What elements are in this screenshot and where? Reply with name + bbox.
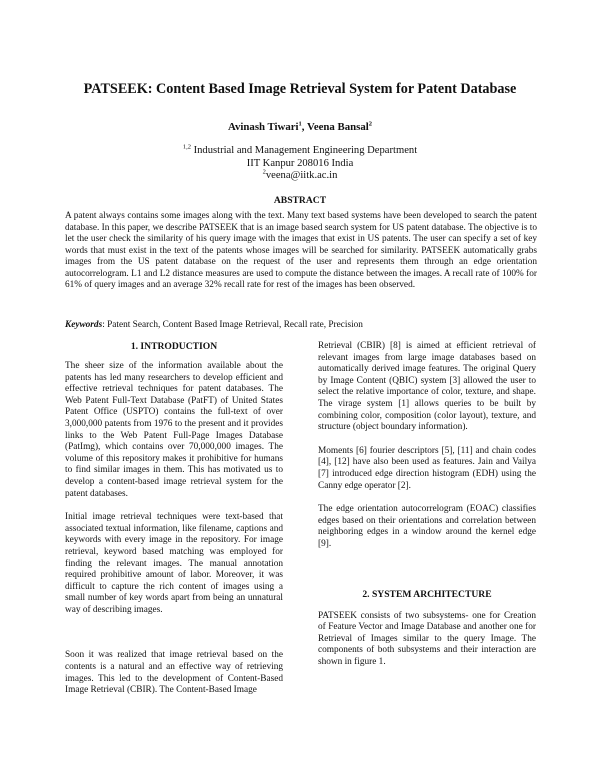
keywords-label: Keywords [65,320,103,330]
keywords-text: : Patent Search, Content Based Image Retrieval, Recall rate, Precision [102,320,363,330]
affiliation-marks: 1,2 [182,143,191,151]
affiliation-department: Industrial and Management Engineering Department [193,145,418,156]
author-mark: 1 [298,120,302,128]
affiliation-email-line [100,170,500,183]
affiliation-department-line [100,145,500,158]
paper-title: PATSEEK: Content Based Image Retrieval System for Patent Database [83,81,517,97]
author-mark: 2 [368,120,372,128]
author-name: Avinash Tiwari [228,121,299,133]
intro-paragraph: The edge orientation autocorrelogram (EOAC) classifies edges based on their orientations and correlation between neighboring edges in a window around the kernel edge [9]. [318,504,536,549]
section-heading-introduction: 1. INTRODUCTION [130,341,218,352]
affiliation-institute: IIT Kanpur 208016 India [246,157,354,169]
affiliation [100,145,500,183]
email-mark: 2 [262,168,266,176]
intro-paragraph: Initial image retrieval techniques were text-based that associated textual information, like filename, captions and keywords with every image in the repository. For image retrieval, keyword based matching was employed for finding the relevant images. The manual annotation required prohibitive amount of labor. Moreover, it was difficult to capture the rich content of images using a small number of key words apart from being an unnatural way of describing images. [65,512,283,615]
abstract-heading: ABSTRACT [273,195,327,206]
abstract-text: A patent always contains some images along with the text. Many text based systems have been developed to search the patent database. In this paper, we describe PATSEEK that is an image based search system for US patent database. The objective is to let the user check the similarity of his query image with the images that exist in US patents. The user can specify a set of key words that must exist in the text of the patents whose images will be searched for similarity. PATSEEK automatically grabs images from the US patent database on the request of the user and represents them through an edge orientation autocorrelogram. L1 and L2 distance measures are used to compute the distance between the images. A recall rate of 100% for 61% of query images and an average 32% recall rate for rest of the images has been observed. [65,211,537,290]
right-column [318,341,536,668]
section-heading-system-architecture: 2. SYSTEM ARCHITECTURE [362,588,492,600]
intro-paragraph: Retrieval (CBIR) [8] is aimed at efficient retrieval of relevant images from large image databases based on automatically derived image features. The original Query by Image Content (QBIC) system [3] allowed the user to select the relative importance of color, texture, and shape. The virage system [1] allows queries to be built by combining color, composition (color layout), texture, and structure (object boundary information). [318,341,536,433]
affiliation-email: veena@iitk.ac.in [265,170,338,181]
keywords-line [65,320,537,332]
architecture-paragraph: PATSEEK consists of two subsystems- one for Creation of Feature Vector and Image Database and another one for Retrieval of Images similar to the query Image. The components of both subsystems and their interaction are shown in figure 1. [318,610,536,667]
intro-paragraph: Moments [6] fourier descriptors [5], [11] and chain codes [4], [12] have also been used as features. Jain and Vailya [7] introduced edge direction histogram (EDH) using the Canny edge operator [2]. [318,445,536,491]
intro-paragraph: The sheer size of the information available about the patents has led many researchers to develop efficient and effective retrieval techniques for patent databases. The Web Patent Full-Text Database (PatFT) of United States Patent Office (USPTO) contains the full-text of over 3,000,000 patents from 1976 to the present and it provides links to the Web Patent Full-Page Images Database (PatImg), which contains over 70,000,000 images. The volume of this repository makes it prohibitive for humans to find similar images in them. This has motivated us to develop a content-based image retrieval system for the patent databases. [65,361,283,499]
author-name: Veena Bansal [307,121,369,133]
left-column [65,341,283,697]
intro-paragraph: Soon it was realized that image retrieval based on the contents is a natural and an effective way of retrieving images. This led to the development of Content-Based Image Retrieval (CBIR). The Content-Based Image [65,650,283,696]
authors-line [100,121,500,133]
author-separator: , [301,121,308,133]
